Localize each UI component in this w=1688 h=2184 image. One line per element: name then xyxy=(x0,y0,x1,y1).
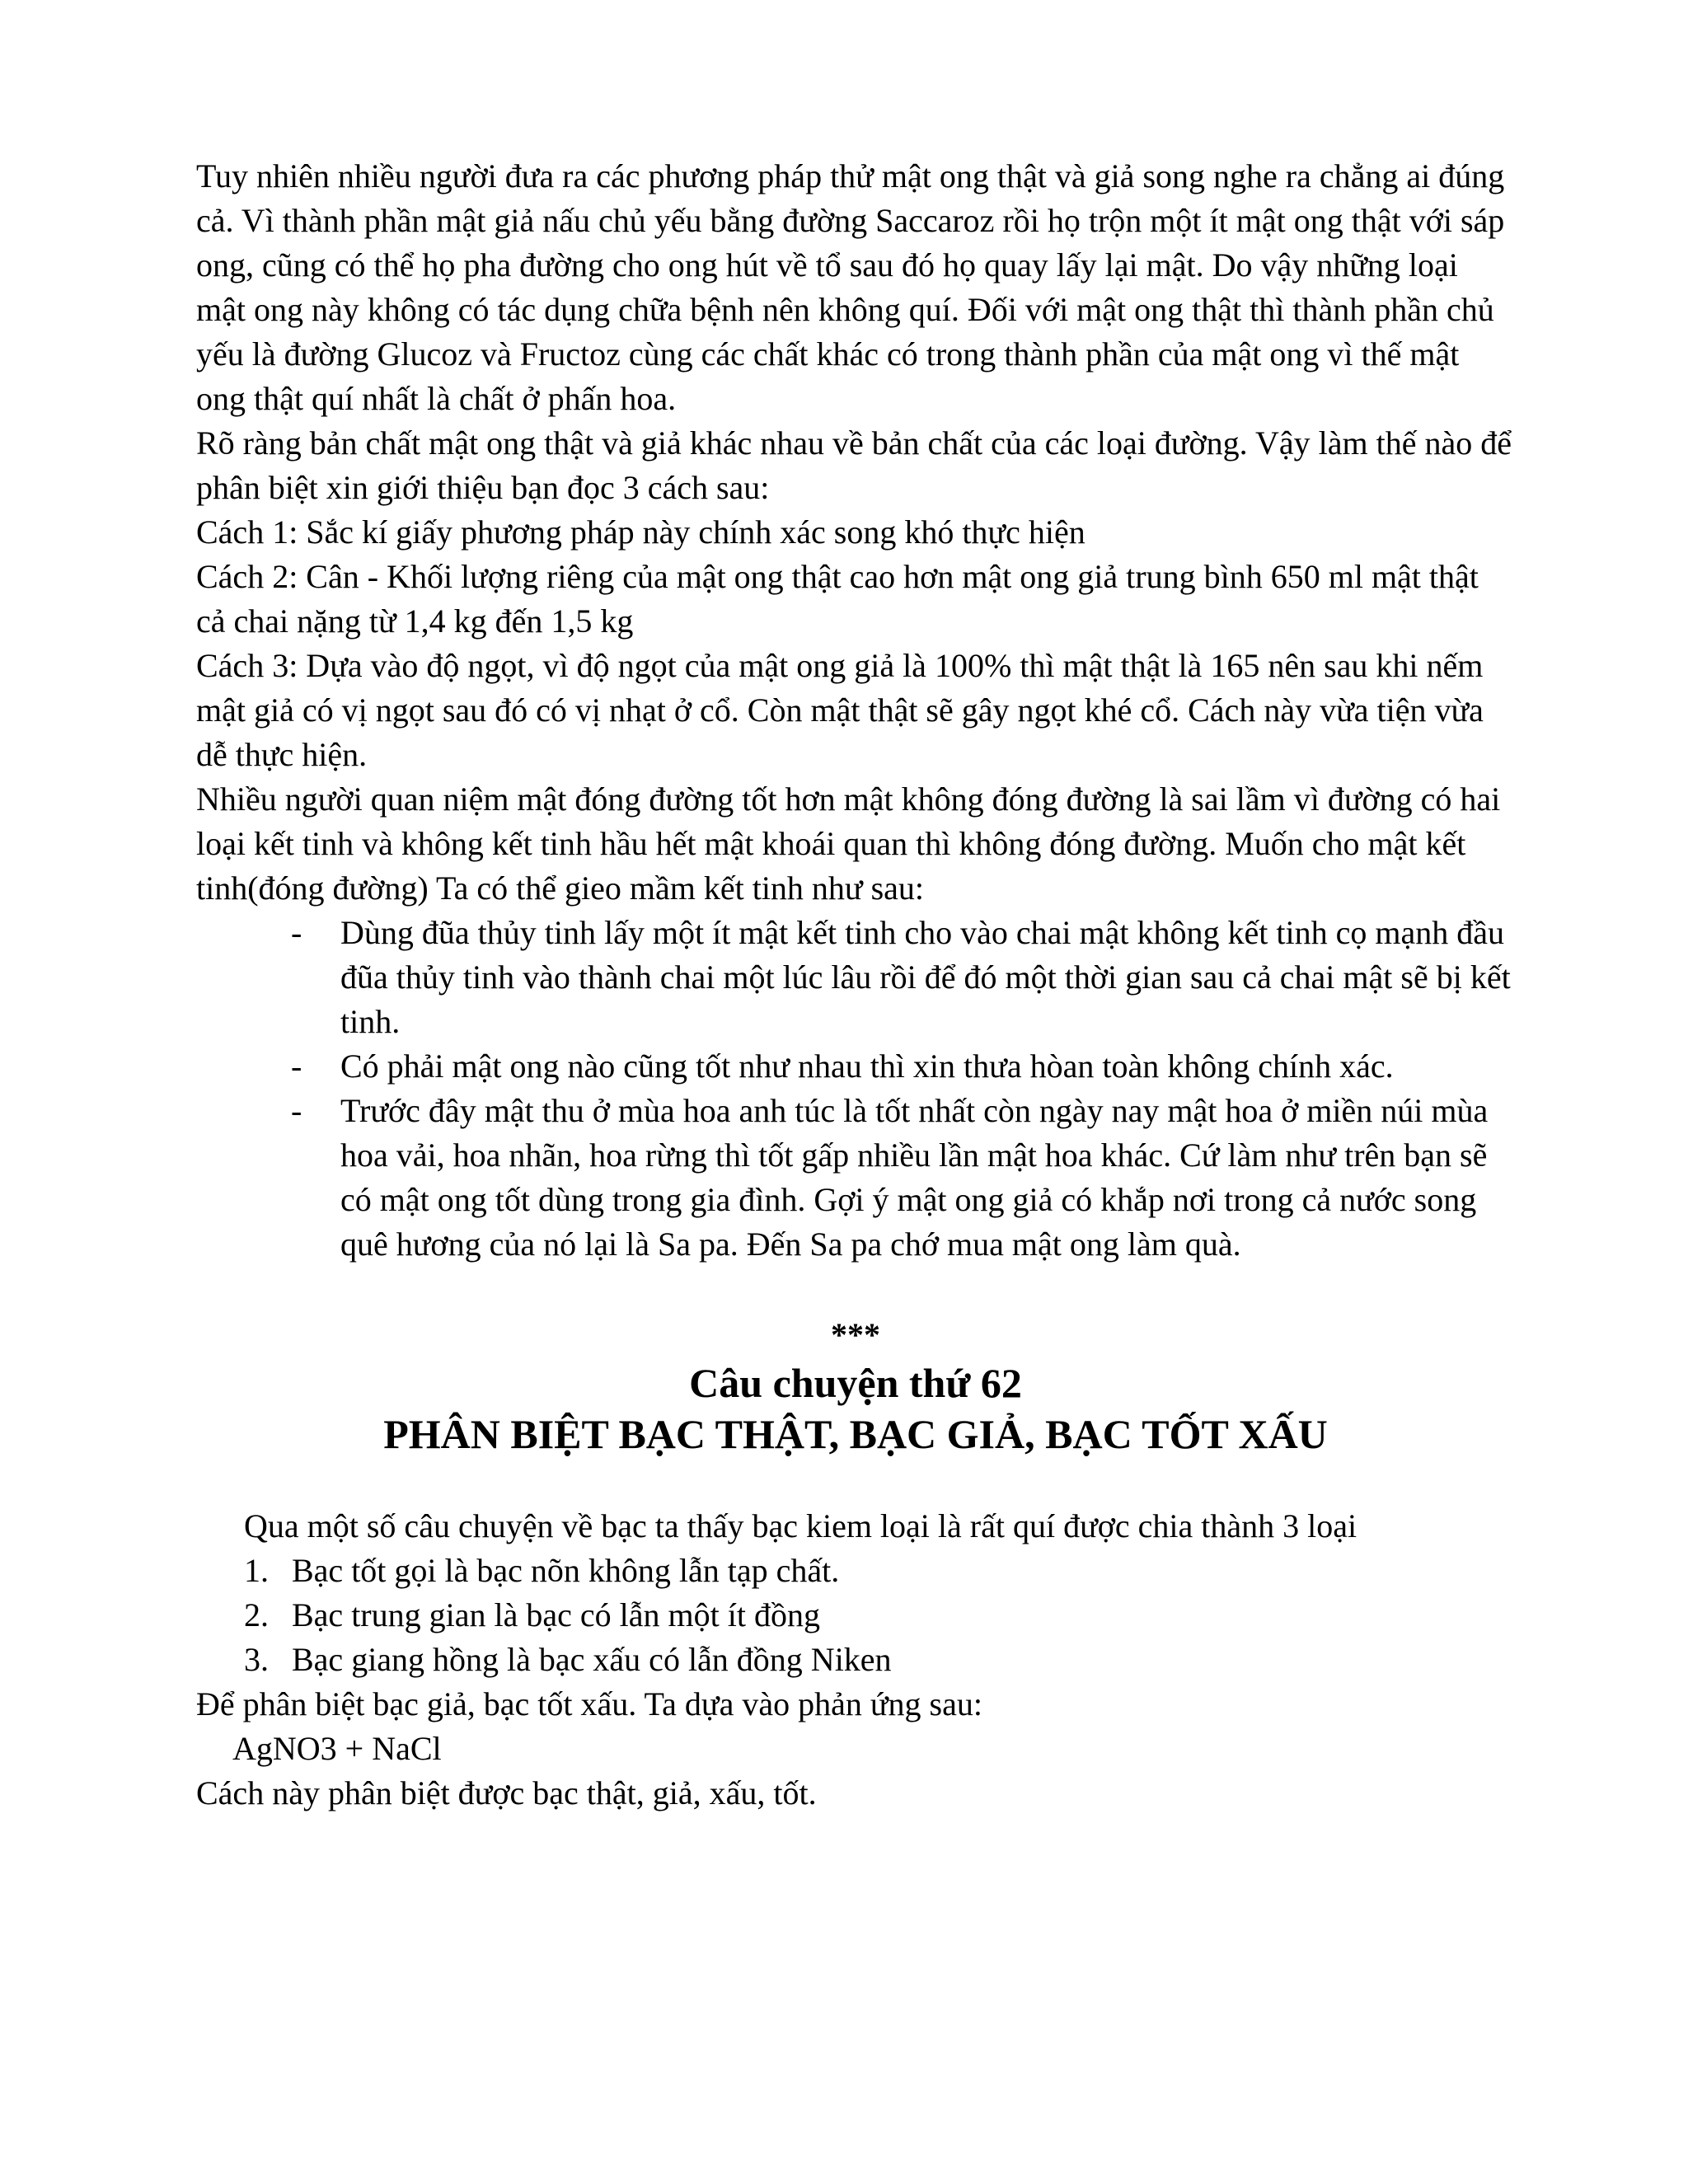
list-item-text: Bạc giang hồng là bạc xấu có lẫn đồng Niken xyxy=(292,1641,892,1678)
list-item xyxy=(196,1549,1515,1593)
list-bullet: - xyxy=(291,1047,302,1085)
list-item xyxy=(196,1089,1515,1267)
list-number: 2. xyxy=(244,1596,269,1633)
list-bullet: - xyxy=(291,1092,302,1129)
list-item-text: Dùng đũa thủy tinh lấy một ít mật kết tinh cho vào chai mật không kết tinh cọ mạnh đầu đũa thủy tinh vào thành chai một lúc lâu rồi để đó một thời gian sau cả chai mật sẽ bị kết tinh. xyxy=(340,914,1511,1040)
list-item xyxy=(196,1638,1515,1682)
paragraph-silver-intro: Qua một số câu chuyện về bạc ta thấy bạc kiem loại là rất quí được chia thành 3 loại xyxy=(244,1507,1357,1544)
list-item-text: Bạc trung gian là bạc có lẫn một ít đồng xyxy=(292,1596,820,1633)
paragraph-honey-difference: Rõ ràng bản chất mật ong thật và giả khác nhau về bản chất của các loại đường. Vậy làm thế nào để phân biệt xin giới thiệu bạn đọc 3 cách sau: xyxy=(196,424,1512,506)
story-number-heading: Câu chuyện thứ 62 xyxy=(689,1360,1022,1406)
numbered-list xyxy=(196,1549,1515,1682)
list-item xyxy=(196,1593,1515,1638)
paragraph-crystallization: Nhiều người quan niệm mật đóng đường tốt hơn mật không đóng đường là sai lầm vì đường có hai loại kết tinh và không kết tinh hầu hết mật khoái quan thì không đóng đường. Muốn cho mật kết tinh(đóng đường) Ta có thể gieo mầm kết tinh như sau: xyxy=(196,780,1501,907)
story-title-heading: PHÂN BIỆT BẠC THẬT, BẠC GIẢ, BẠC TỐT XẤU xyxy=(383,1411,1328,1457)
list-item-text: Có phải mật ong nào cũng tốt như nhau thì xin thưa hòan toàn không chính xác. xyxy=(340,1047,1394,1085)
list-item-text: Trước đây mật thu ở mùa hoa anh túc là tốt nhất còn ngày nay mật hoa ở miền núi mùa hoa vải, hoa nhãn, hoa rừng thì tốt gấp nhiều lần mật hoa khác. Cứ làm như trên bạn sẽ có mật ong tốt dùng trong gia đình. Gợi ý mật ong giả có khắp nơi trong cả nước song quê hương của nó lại là Sa pa. Đến Sa pa chớ mua mật ong làm quà. xyxy=(340,1092,1489,1263)
list-item xyxy=(196,1044,1515,1089)
document-page xyxy=(196,154,1515,1816)
paragraph-honey-intro: Tuy nhiên nhiều người đưa ra các phương pháp thử mật ong thật và giả song nghe ra chẳng ai đúng cả. Vì thành phần mật giả nấu chủ yếu bằng đường Saccaroz rồi họ trộn một ít mật ong thật với sáp ong, cũng có thể họ pha đường cho ong hút về tổ sau đó họ quay lấy lại mật. Do vậy những loại mật ong này không có tác dụng chữa bệnh nên không quí. Đối với mật ong thật thì thành phần chủ yếu là đường Glucoz và Fructoz cùng các chất khác có trong thành phần của mật ong vì thế mật ong thật quí nhất là chất ở phấn hoa. xyxy=(196,157,1505,417)
list-number: 3. xyxy=(244,1641,269,1678)
list-bullet: - xyxy=(291,914,302,951)
paragraph-method-2: Cách 2: Cân - Khối lượng riêng của mật ong thật cao hơn mật ong giả trung bình 650 ml mật thật cả chai nặng từ 1,4 kg đến 1,5 kg xyxy=(196,558,1479,640)
paragraph-method-3: Cách 3: Dựa vào độ ngọt, vì độ ngọt của mật ong giả là 100% thì mật thật là 165 nên sau khi nếm mật giả có vị ngọt sau đó có vị nhạt ở cổ. Còn mật thật sẽ gây ngọt khé cổ. Cách này vừa tiện vừa dễ thực hiện. xyxy=(196,647,1484,773)
list-item xyxy=(196,911,1515,1044)
dash-list xyxy=(196,911,1515,1267)
list-number: 1. xyxy=(244,1552,269,1589)
chemical-formula: AgNO3 + NaCl xyxy=(232,1730,442,1767)
paragraph-closing: Cách này phân biệt được bạc thật, giả, xấu, tốt. xyxy=(196,1774,817,1811)
paragraph-reaction-intro: Để phân biệt bạc giả, bạc tốt xấu. Ta dựa vào phản ứng sau: xyxy=(196,1685,982,1722)
paragraph-method-1: Cách 1: Sắc kí giấy phương pháp này chính xác song khó thực hiện xyxy=(196,513,1085,551)
list-item-text: Bạc tốt gọi là bạc nõn không lẫn tạp chất. xyxy=(292,1552,840,1589)
section-separator: *** xyxy=(831,1316,880,1353)
